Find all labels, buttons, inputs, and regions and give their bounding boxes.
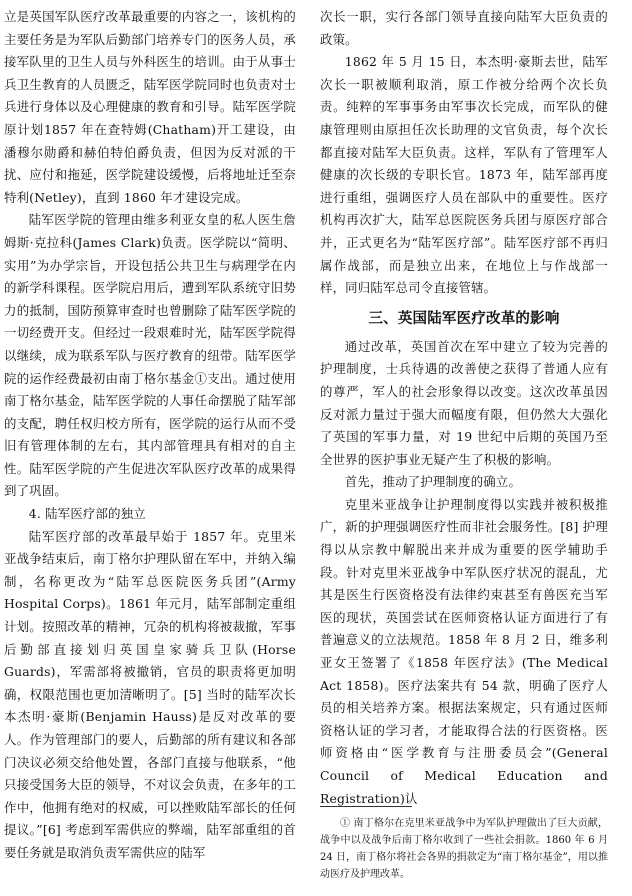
subsection-heading: 4. 陆军医疗部的独立 [28, 506, 146, 522]
section-heading: 三、英国陆军医疗改革的影响 [368, 310, 560, 327]
right-column [320, 6, 608, 810]
footnote-text: ① 南丁格尔在克里米亚战争中为军队护理做出了巨大贡献，战争中以及战争后南丁格尔收到了一些社会捐款。1860 年 6 月 24 日，南丁格尔将社会各界的捐款定为“南丁格尔基金”，用以推动医疗及护理改革。 [320, 818, 608, 880]
paragraph: 陆军医疗部的改革最早始于 1857 年。克里米亚战争结束后，南丁格尔护理队留在军中，并纳入编制，名称更改为“陆军总医院医务兵团”(Army Hospital Corps)。1861 年元月，陆军部制定重组计划。按照改革的精神，冗杂的机构将被裁撤，军事后勤部直接划归英国皇家骑兵卫队(Horse Guards)，军需部将被撤销，官员的职责将更加明确，权限范围也更加清晰明了。[5] 当时的陆军次长本杰明·豪斯(Benjamin Hauss)是反对改革的要人。作为管理部门的要人，后勤部的所有建议和各部门决议必须交给他处置，各部门直接与他联系，“他只接受国务大臣的领导，不对议会负责，在多年的工作中，他拥有绝对的权威，可以挫败陆军部长的任何提议。”[6] 考虑到军需供应的弊端，陆军部重组的首要任务就是取消负责军需供应的陆军 [4, 528, 296, 860]
paragraph: 立是英国军队医疗改革最重要的内容之一，该机构的主要任务是为军队后勤部门培养专门的医务人员，承接军队里的卫生人员与外科医生的培训。由于从事士兵卫生教育的人员匮乏，陆军医学院同时也负责对士兵进行身体以及心理健康的教育和引导。陆军医学院原计划1857 年在查特姆(Chatham)开工建设，由潘穆尔勋爵和赫伯特伯爵负责，但因为反对派的干扰、应付和拖延，医学院建设缓慢，后将地址迁至奈特利(Netley)，直到 1860 年才建设完成。 [4, 9, 296, 205]
footnote-block [320, 806, 608, 883]
paragraph: 1862 年 5 月 15 日，本杰明·豪斯去世，陆军次长一职被顺利取消，原工作被分给两个次长负责。纯粹的军事事务由军事次长完成，而军队的健康管理则由原担任次长助理的文官负责，每个次长都直接对陆军大臣负责。这样，军队有了管理军人健康的次长级的专职长官。1873 年，陆军部再度进行重组，强调医疗人员在部队中的重要性。医疗机构再次扩大，陆军总医院医务兵团与原医疗部合并，正式更名为“陆军医疗部”。陆军医疗部不再归属作战部，而是独立出来，在地位上与作战部一样，同归陆军总司令直接管辖。 [320, 54, 608, 296]
paragraph: 陆军医学院的管理由维多利亚女皇的私人医生詹姆斯·克拉科(James Clark)负责。医学院以“简明、实用”为办学宗旨，开设包括公共卫生与病理学在内的新学科课程。医学院启用后，遭到军队系统守旧势力的抵制，国防预算审查时也曾删除了陆军医学院的一切经费开支。但经过一段艰难时光，陆军医学院得以继续，成为联系军队与医疗教育的纽带。陆军医学院的运作经费最初由南丁格尔基金①支出。通过使用南丁格尔基金，陆军医学院的人事任命摆脱了陆军部的支配，聘任权归校方所有，医学院的运行从而不受旧有管理体制的左右，其内部管理具有相对的自主性。陆军医学院的产生促进次军队医疗改革的成果得到了巩固。 [4, 212, 296, 499]
paragraph: 首先，推动了护理制度的确立。 [344, 474, 522, 490]
paragraph: 克里米亚战争让护理制度得以实践并被积极推广，新的护理强调医疗性而非社会服务性。[8] 护理得以从宗教中解脱出来并成为重要的医学辅助手段。针对克里米亚战争中军队医疗状况的混乱，尤其是医生行医资格没有法律约束甚至有兽医充当军医的现状，英国尝试在医师资格认证方面进行了有普遍意义的立法规范。1858 年 8 月 2 日，维多利亚女王签署了《1858 年医疗法》(The Medical Act 1858)。医疗法案共有 54 款，明确了医疗人员的相关培养方案。根据法案规定，只有通过医师资格认证的学习者，才能取得合法的行医资格。医师资格由“医学教育与注册委员会”(General Council of Medical Education and Registration)认 [320, 496, 608, 806]
paragraph: 通过改革，英国首次在军中建立了较为完善的护理制度，士兵待遇的改善使之获得了普通人应有的尊严，军人的社会形象得以改变。这次改革虽因反对派力量过于强大而幅度有限，但仍然大大强化了英国的军事力量，对 19 世纪中后期的英国乃至全世界的医护事业无疑产生了积极的影响。 [320, 338, 608, 467]
paragraph: 次长一职，实行各部门领导直接向陆军大臣负责的政策。 [320, 9, 608, 47]
left-column [4, 6, 296, 865]
footnote-divider [320, 806, 412, 807]
